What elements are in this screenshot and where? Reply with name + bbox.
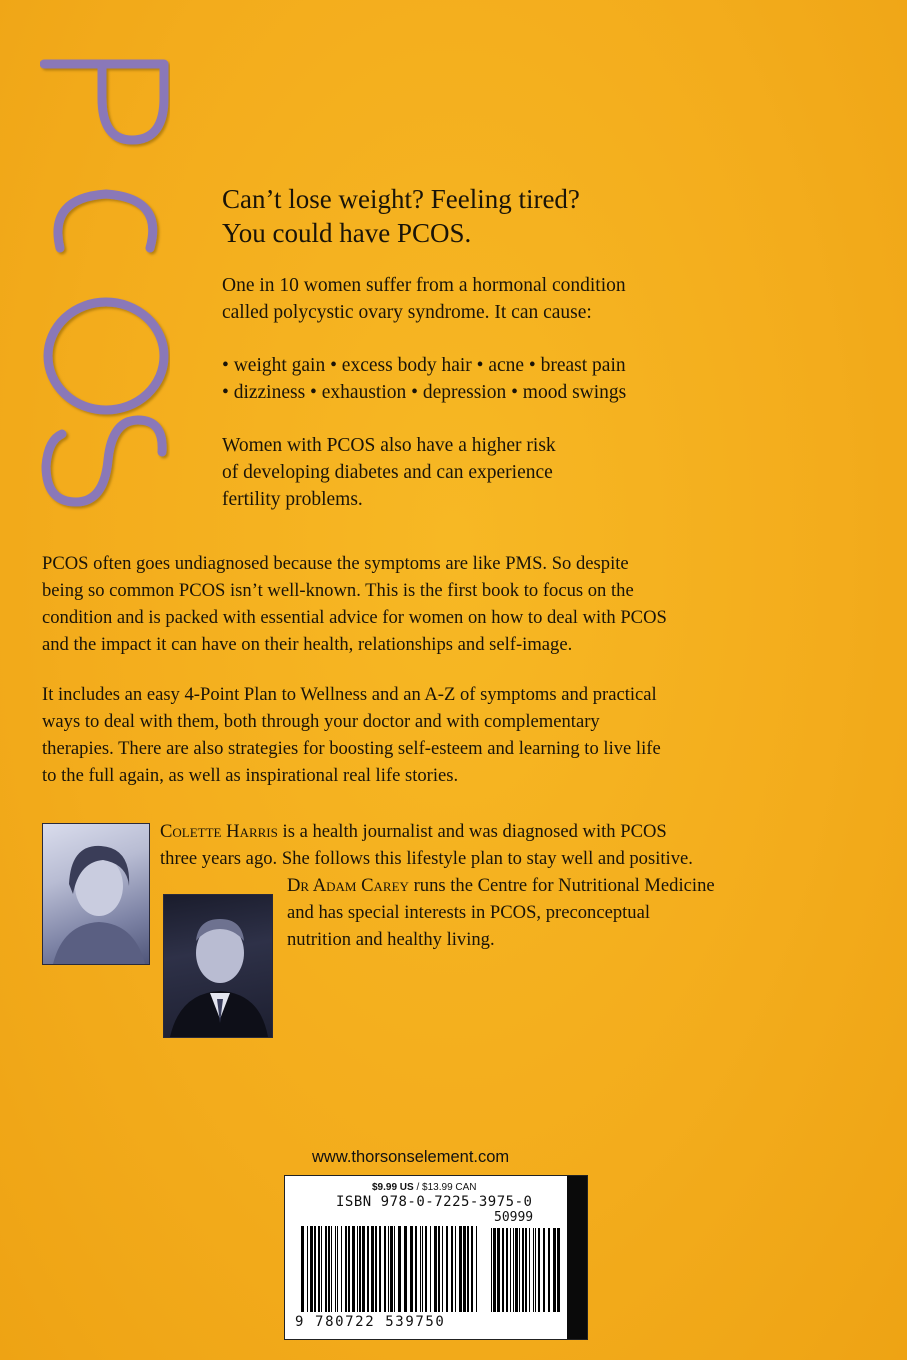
barcode-bar	[497, 1228, 500, 1312]
letter-c-shape	[58, 194, 153, 248]
barcode-bar	[535, 1228, 536, 1312]
headline-line-2: You could have PCOS.	[222, 218, 472, 248]
barcode-bar	[384, 1226, 386, 1312]
barcode-bar	[502, 1228, 504, 1312]
paragraph-1-line-4: and the impact it can have on their health, relationships and self-image.	[42, 634, 573, 655]
letter-p-shape	[44, 64, 164, 140]
author-name-colette: Colette Harris	[160, 821, 278, 842]
barcode-bar	[525, 1228, 527, 1312]
ean-barcode-bars	[301, 1226, 479, 1312]
barcode-bar	[451, 1226, 453, 1312]
barcode-bar	[434, 1226, 437, 1312]
barcode-bar	[506, 1228, 508, 1312]
symptoms-list	[222, 352, 862, 406]
intro-line-2: called polycystic ovary syndrome. It can cause:	[222, 302, 592, 323]
barcode-bar	[390, 1226, 393, 1312]
description-paragraph-1	[42, 550, 872, 658]
barcode-bar	[410, 1226, 413, 1312]
author-bio-adam-carey	[287, 872, 715, 953]
barcode-bar	[491, 1228, 492, 1312]
barcode-bar	[314, 1226, 316, 1312]
barcode-bar	[493, 1228, 496, 1312]
barcode-bar	[345, 1226, 347, 1312]
barcode-bar	[328, 1226, 330, 1312]
barcode-bar	[553, 1228, 556, 1312]
intro-text	[222, 272, 862, 326]
adam-bio-line-1: runs the Centre for Nutritional Medicine	[408, 875, 715, 896]
barcode-bar	[438, 1226, 440, 1312]
colette-bio-line-2: three years ago. She follows this lifestyle plan to stay well and positive.	[160, 848, 693, 869]
barcode-bar	[529, 1228, 530, 1312]
barcode-bar	[341, 1226, 342, 1312]
author-bio-colette-harris	[160, 818, 693, 872]
paragraph-2-line-4: to the full again, as well as inspirational real life stories.	[42, 765, 459, 786]
barcode-bar	[415, 1226, 417, 1312]
barcode-bar	[357, 1226, 358, 1312]
barcode-bar	[371, 1226, 374, 1312]
barcode-bar	[359, 1226, 361, 1312]
barcode-bar	[301, 1226, 304, 1312]
risk-line-1: Women with PCOS also have a higher risk	[222, 435, 556, 456]
barcode-bar	[394, 1226, 395, 1312]
barcode-bar	[446, 1226, 448, 1312]
headline	[222, 182, 862, 250]
paragraph-2-line-1: It includes an easy 4-Point Plan to Wellness and an A-Z of symptoms and practical	[42, 684, 657, 705]
barcode-bar	[538, 1228, 540, 1312]
paragraph-1-line-2: being so common PCOS isn’t well-known. This is the first book to focus on the	[42, 580, 634, 601]
barcode-bar	[533, 1228, 534, 1312]
barcode-bar	[543, 1228, 545, 1312]
author-name-adam: Dr Adam Carey	[287, 875, 409, 896]
publisher-website: www.thorsonselement.com	[312, 1148, 510, 1166]
barcode-bar	[325, 1226, 327, 1312]
addon-barcode-bars	[491, 1228, 561, 1312]
adam-bio-line-2: and has special interests in PCOS, preconceptual	[287, 902, 651, 923]
barcode-bar	[442, 1226, 443, 1312]
barcode-bar	[379, 1226, 381, 1312]
barcode-bar	[337, 1226, 338, 1312]
author-photo-adam-carey	[163, 894, 273, 1038]
barcode-bar	[375, 1226, 377, 1312]
intro-line-1: One in 10 women suffer from a hormonal condition	[222, 275, 626, 296]
barcode-bar	[510, 1228, 511, 1312]
barcode-bar	[388, 1226, 389, 1312]
barcode-bar	[318, 1226, 320, 1312]
barcode-bar	[422, 1226, 423, 1312]
adam-bio-line-3: nutrition and healthy living.	[287, 929, 495, 950]
barcode-bar	[455, 1226, 456, 1312]
letter-s-shape	[46, 420, 162, 502]
barcode-bar	[476, 1226, 477, 1312]
barcode-bar	[420, 1226, 421, 1312]
barcode-bar	[513, 1228, 514, 1312]
barcode-bar	[307, 1226, 308, 1312]
symptoms-line-2: • dizziness • exhaustion • depression • mood swings	[222, 382, 627, 403]
price-us: $9.99 US	[372, 1182, 414, 1193]
spine-title-pcos	[40, 48, 170, 518]
isbn-text: ISBN 978-0-7225-3975-0	[336, 1194, 533, 1210]
colette-bio-line-1: is a health journalist and was diagnosed with PCOS	[277, 821, 667, 842]
barcode-bar	[557, 1228, 560, 1312]
barcode-bar	[463, 1226, 466, 1312]
price-can: / $13.99 CAN	[413, 1182, 477, 1193]
barcode-bar	[310, 1226, 313, 1312]
paragraph-1-line-1: PCOS often goes undiagnosed because the symptoms are like PMS. So despite	[42, 553, 629, 574]
description-paragraph-2	[42, 681, 872, 789]
barcode-bar	[321, 1226, 322, 1312]
price-addon-number: 50999	[494, 1210, 534, 1225]
paragraph-2-line-2: ways to deal with them, both through your doctor and with complementary	[42, 711, 600, 732]
barcode-bar	[335, 1226, 336, 1312]
risk-line-2: of developing diabetes and can experience	[222, 462, 553, 483]
barcode-bar	[459, 1226, 462, 1312]
letter-o-shape	[48, 302, 164, 410]
barcode-box	[284, 1175, 588, 1340]
barcode-bar	[519, 1228, 520, 1312]
paragraph-2-line-3: therapies. There are also strategies for boosting self-esteem and learning to live life	[42, 738, 661, 759]
risk-line-3: fertility problems.	[222, 489, 363, 510]
barcode-box-edge	[567, 1176, 587, 1339]
barcode-bar	[352, 1226, 355, 1312]
barcode-bar	[515, 1228, 518, 1312]
barcode-bar	[425, 1226, 427, 1312]
ean-number: 9 780722 539750	[295, 1314, 446, 1330]
barcode-bar	[348, 1226, 350, 1312]
barcode-bar	[398, 1226, 401, 1312]
barcode-bar	[367, 1226, 369, 1312]
barcode-bar	[522, 1228, 524, 1312]
barcode-bar	[471, 1226, 473, 1312]
symptoms-line-1: • weight gain • excess body hair • acne • breast pain	[222, 355, 626, 376]
barcode-bar	[548, 1228, 550, 1312]
headline-line-1: Can’t lose weight? Feeling tired?	[222, 184, 580, 214]
risk-text	[222, 432, 862, 513]
barcode-bar	[362, 1226, 365, 1312]
paragraph-1-line-3: condition and is packed with essential advice for women on how to deal with PCOS	[42, 607, 667, 628]
barcode-bar	[430, 1226, 431, 1312]
barcode-bar	[467, 1226, 469, 1312]
barcode-bar	[331, 1226, 332, 1312]
author-photo-colette-harris	[42, 823, 150, 965]
price-text	[372, 1182, 477, 1193]
barcode-bar	[404, 1226, 407, 1312]
